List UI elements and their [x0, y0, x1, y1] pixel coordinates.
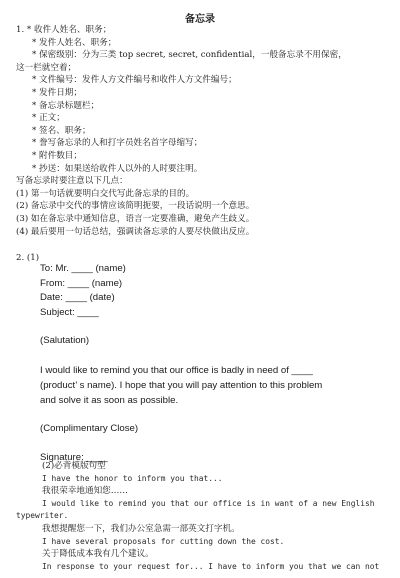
memo-body-line-2: (product’ s name). I hope that you will pay attention to this problem	[40, 379, 323, 391]
sentence-3-chinese: 关于降低成本我有几个建议。	[42, 549, 154, 560]
sentence-1-chinese: 我很荣幸地通知您……	[42, 486, 128, 497]
memo-element-security-level: * 保密级别：分为三类 top secret, secret, confidential，一般备忘录不用保密，	[32, 50, 347, 61]
memo-template	[40, 262, 390, 465]
memo-element-cc: * 抄送：如果送给收件人以外的人时要注明。	[32, 163, 203, 174]
memo-element-attachments: * 附件数目；	[32, 150, 82, 161]
memo-signature-line: Signature: ____	[40, 451, 108, 463]
memo-salutation: (Salutation)	[40, 335, 90, 347]
memo-to-line: To: Mr. ____ (name)	[40, 263, 126, 274]
writing-tip-3: (3) 如在备忘录中通知信息，语言一定要准确，避免产生歧义。	[16, 213, 255, 224]
memo-element-initials: * 誊写备忘录的人和打字员姓名首字母缩写；	[32, 138, 203, 149]
memo-element-title-bar: * 备忘录标题栏；	[32, 100, 100, 111]
sentence-1-english: I have the honor to inform you that...	[42, 473, 223, 483]
template-section-heading: 2. (1)	[16, 253, 40, 263]
memo-from-line: From: ____ (name)	[40, 277, 123, 289]
memo-elements-section	[16, 24, 394, 238]
sentence-4-english: In response to your request for... I have to inform you that we can not	[42, 561, 380, 571]
sentence-3-english: I have several proposals for cutting down the cost.	[42, 536, 285, 546]
sentence-2-english: I would like to remind you that our office is in want of a new English	[42, 498, 375, 508]
sentence-2-chinese: 我想提醒您一下，我们办公室急需一部英文打字机。	[42, 523, 240, 534]
memo-complimentary-close: (Complimentary Close)	[40, 422, 139, 434]
memo-element-sender: * 发件人姓名、职务；	[32, 37, 117, 48]
writing-tips-heading: 写备忘录时要注意以下几点：	[16, 176, 128, 187]
memo-subject-line: Subject: ____	[40, 306, 99, 318]
document-title: 备忘录	[185, 14, 215, 25]
sentence-2-english-wrap: typewriter.	[16, 511, 69, 521]
memo-element-send-date: * 发件日期；	[32, 87, 82, 98]
memo-element-security-level-wrap: 这一栏就空着；	[16, 62, 77, 73]
memo-date-line: Date: ____ (date)	[40, 292, 115, 304]
key-sentences-section	[16, 460, 398, 573]
memo-element-signature: * 签名、职务；	[32, 125, 91, 136]
key-sentences-heading: (2)必背模版句型	[42, 461, 106, 471]
memo-element-body: * 正文；	[32, 113, 65, 124]
memo-element-recipient: 1. * 收件人姓名、职务；	[16, 25, 112, 35]
memo-element-file-number: * 文件编号：发件人方文件编号和收件人方文件编号；	[32, 75, 237, 86]
writing-tip-4: (4) 最后要用一句话总结，强调读备忘录的人要尽快做出反应。	[16, 226, 255, 237]
memo-body-line-3: and solve it as soon as possible.	[40, 394, 179, 406]
writing-tip-1: (1) 第一句话就要明白交代写此备忘录的目的。	[16, 188, 195, 199]
memo-body-line-1: I would like to remind you that our office is badly in need of ____	[40, 364, 313, 376]
writing-tip-2: (2) 备忘录中交代的事情应该简明扼要，一段话说明一个意思。	[16, 201, 255, 212]
